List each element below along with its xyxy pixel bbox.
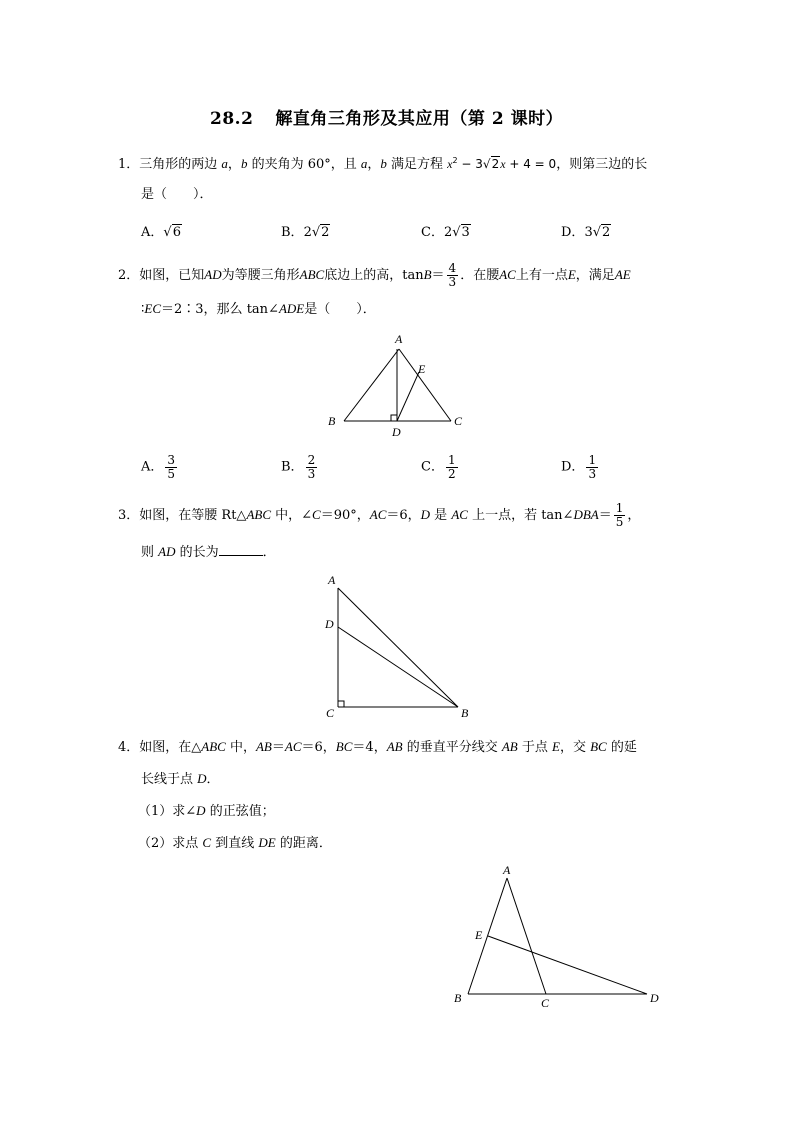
q4-segment-ed (488, 936, 647, 994)
q4-label-b: B (454, 991, 462, 1005)
q4-label-e: E (475, 928, 483, 942)
q2-label-e: E (418, 362, 426, 376)
q1-option-a: A．√6 (141, 225, 181, 240)
q3-fraction: $\frac{1}{5}$ (615, 501, 624, 529)
q4-number: 4． (118, 740, 140, 755)
q1-number: 1． (118, 157, 140, 172)
q4-line1: 4．如图，在△ABC 中，AB＝AC＝6，BC＝4，AB 的垂直平分线交 AB 于点 E，交 BC 的延 (118, 739, 637, 755)
page-title (210, 104, 563, 129)
q4-figure (450, 862, 670, 1012)
q2-segment-de (397, 372, 419, 421)
q2-line2: ∶EC＝2∶3，那么 tan∠ADE是（ ）． (141, 301, 376, 317)
q1-line1 (118, 152, 647, 174)
q4-line2: 长线于点 D． (141, 771, 220, 787)
q1-option-d: D．3√2 (561, 225, 611, 240)
q1-text-b: 的夹角为 60°，且 (247, 157, 361, 172)
q4-subquestion-1: （1）求∠D 的正弦值； (138, 803, 275, 819)
q3-number: 3． (118, 508, 140, 523)
q3-label-c: C (326, 706, 335, 720)
q2-option-a: A． $\frac{3}{5}$ (141, 453, 176, 481)
q1-var-a: a (221, 156, 228, 171)
q2-figure (320, 328, 480, 440)
q2-option-b: B． $\frac{2}{3}$ (281, 453, 316, 481)
q1-text-c: 满足方程 (386, 157, 448, 172)
q2-edge-ab (344, 349, 399, 421)
q4-label-c: C (541, 996, 550, 1010)
q1-var-b: b (240, 156, 248, 171)
q1-option-c: C．2√3 (421, 225, 470, 240)
q1-var-a2: a (360, 156, 368, 171)
q1-var-b2: b (380, 156, 387, 171)
q2-label-a: A (395, 332, 403, 346)
q3-segment-db (338, 627, 458, 707)
q2-edge-ac (399, 349, 451, 421)
q3-edge-ab (338, 588, 458, 707)
q3-figure (318, 570, 478, 722)
q1-option-b: B．2√2 (281, 225, 330, 240)
q3-line1: 3．如图，在等腰 Rt△ABC 中，∠C＝90°，AC＝6，D 是 AC 上一点，若 tan∠DBA＝ $\frac{1}{5}$ ， (118, 501, 641, 529)
q3-label-a: A (328, 573, 336, 587)
q2-label-d: D (392, 425, 401, 439)
q1-text: 三角形的两边 (139, 157, 222, 172)
title-text: 解直角三角形及其应用（第 2 课时） (275, 109, 564, 129)
q1-comma: ， (227, 157, 241, 172)
q2-number: 2． (118, 268, 140, 283)
q2-fraction: $\frac{4}{3}$ (448, 261, 457, 289)
q4-label-a: A (503, 863, 511, 877)
q2-option-d: D． $\frac{1}{3}$ (561, 453, 597, 481)
q2-right-angle-mark (391, 415, 397, 421)
q3-label-b: B (461, 706, 469, 720)
q1-text-d: ，则第三边的长 (556, 157, 648, 172)
title-number: 28.2 (210, 109, 254, 129)
q4-label-d: D (650, 991, 659, 1005)
q4-subquestion-2: （2）求点 C 到直线 DE 的距离． (138, 835, 332, 851)
q3-answer-blank[interactable] (219, 542, 263, 556)
q2-line1: 2．如图，已知AD为等腰三角形ABC底边上的高，tanB＝ $\frac{4}{3}$ ．在腰AC上有一点E，满足AE (118, 261, 631, 289)
q4-edge-ab (468, 878, 507, 994)
q3-right-angle-mark (338, 701, 344, 707)
q1-line2: 是（ ）． (141, 187, 213, 202)
q4-edge-ac (507, 878, 546, 994)
q2-label-c: C (454, 414, 463, 428)
q1-equation: $x^2 - 3√2x + 4 = 0$ (447, 156, 557, 171)
q2-label-b: B (328, 414, 336, 428)
q3-line2: 则 AD 的长为 ． (141, 544, 276, 560)
q2-option-c: C． $\frac{1}{2}$ (421, 453, 456, 481)
q3-label-d: D (325, 617, 334, 631)
q1-comma2: ， (367, 157, 381, 172)
